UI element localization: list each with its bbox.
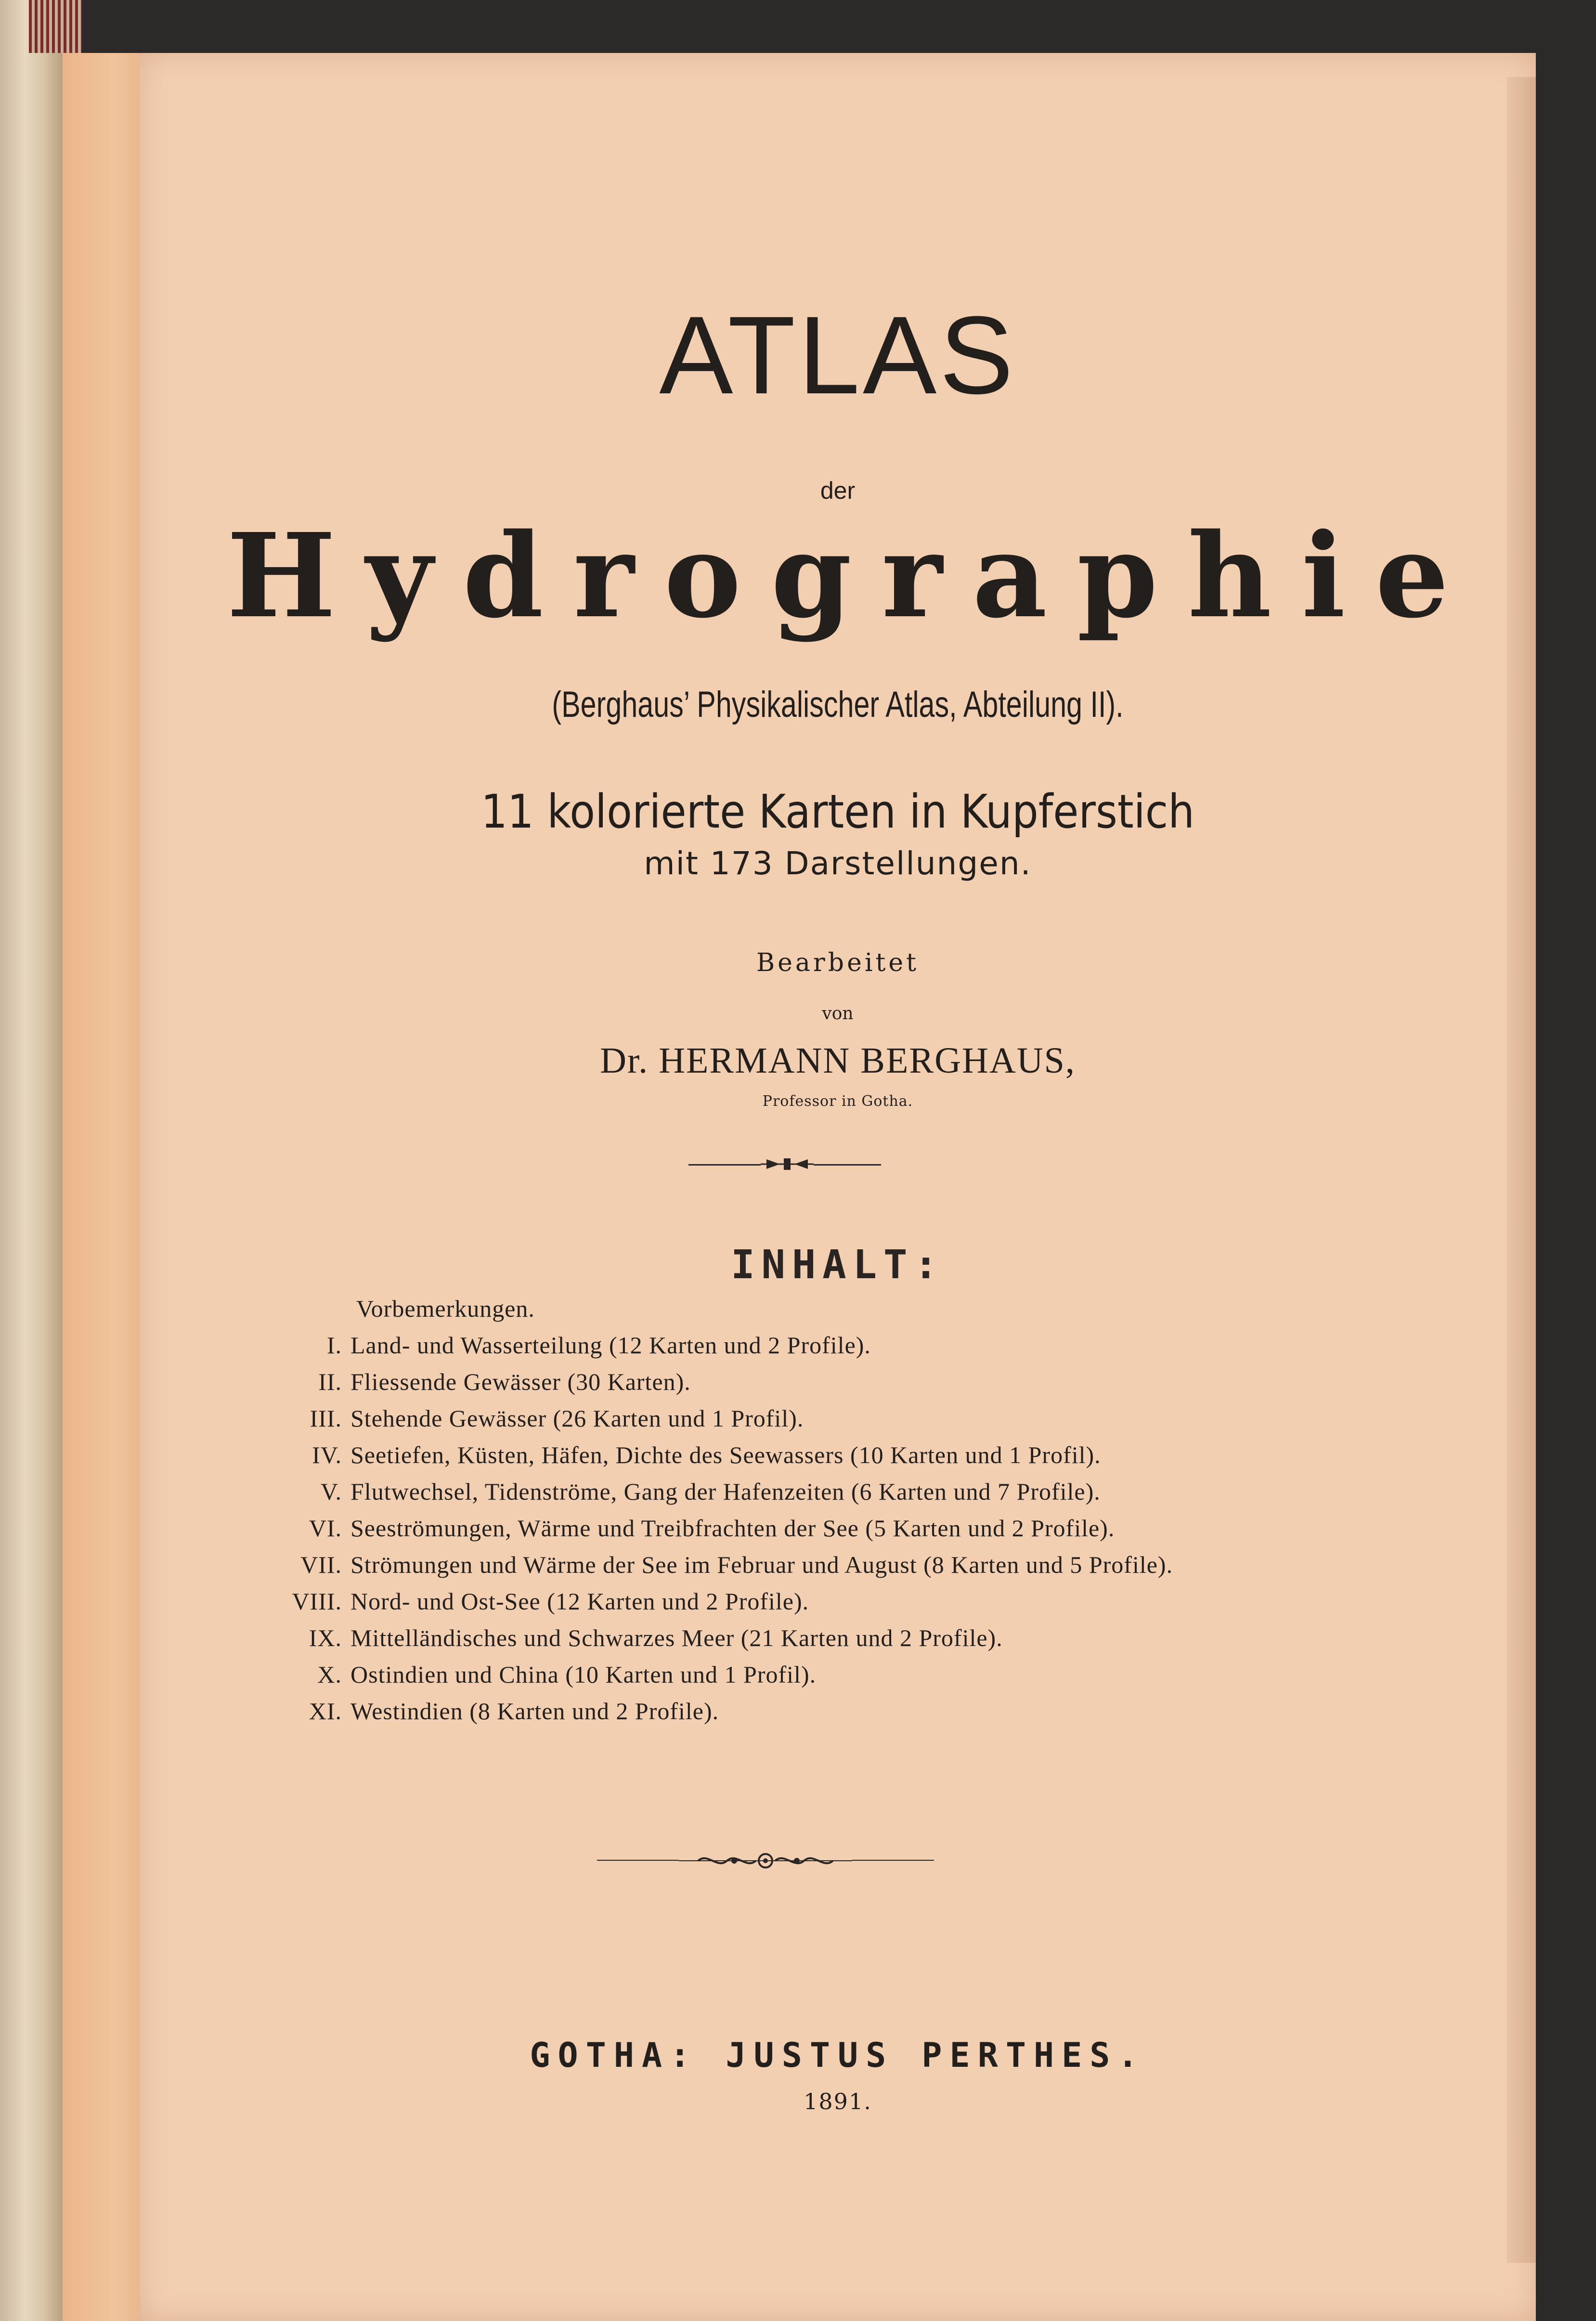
binding-thread xyxy=(29,0,82,53)
toc-item xyxy=(265,1437,1468,1473)
toc-item-number: VIII. xyxy=(292,1588,342,1615)
toc-item-text: Westindien (8 Karten und 2 Profile). xyxy=(350,1698,719,1725)
title-atlas: ATLAS xyxy=(659,293,1016,417)
toc-item-number: III. xyxy=(310,1405,342,1432)
edited-label: Bearbeitet xyxy=(756,948,920,977)
toc-item xyxy=(265,1620,1468,1656)
toc-item xyxy=(265,1400,1468,1437)
toc-item-number: VI. xyxy=(309,1515,342,1542)
publication-year: 1891. xyxy=(804,2088,872,2114)
toc-item-text: Stehende Gewässer (26 Karten und 1 Profil). xyxy=(350,1405,804,1432)
representations-line: mit 173 Darstellungen. xyxy=(644,845,1032,882)
toc-item-number: X. xyxy=(317,1661,342,1688)
toc-item xyxy=(265,1693,1468,1729)
toc-item-text: Fliessende Gewässer (30 Karten). xyxy=(350,1368,691,1395)
main-title-hydrographie: Hydrographie xyxy=(226,508,1479,644)
divider-ornament-top xyxy=(761,1154,814,1175)
toc-item-number: II. xyxy=(318,1368,342,1395)
toc-item-text: Mittelländisches und Schwarzes Meer (21 Karten und 2 Profile). xyxy=(350,1624,1003,1651)
title-page xyxy=(140,53,1536,2321)
maps-line: 11 kolorierte Karten in Kupferstich xyxy=(480,785,1195,839)
toc-item-text: Land- und Wasserteilung (12 Karten und 2 Profile). xyxy=(350,1332,871,1359)
toc-item-text: Ostindien und China (10 Karten und 1 Profil). xyxy=(350,1661,817,1688)
author-name: Dr. HERMANN BERGHAUS, xyxy=(600,1040,1076,1081)
toc-item-number: XI. xyxy=(309,1698,342,1725)
toc-item-number: VII. xyxy=(300,1551,342,1578)
publisher: GOTHA: JUSTUS PERTHES. xyxy=(530,2036,1146,2075)
toc-item-text: Flutwechsel, Tidenströme, Gang der Hafenzeiten (6 Karten und 7 Profile). xyxy=(350,1478,1101,1505)
toc-intro-text: Vorbemerkungen. xyxy=(356,1295,535,1322)
contents-heading: INHALT: xyxy=(731,1242,945,1288)
toc-item-text: Strömungen und Wärme der See im Februar und August (8 Karten und 5 Profile). xyxy=(350,1551,1173,1578)
author-title: Professor in Gotha. xyxy=(762,1093,913,1110)
toc-item xyxy=(265,1583,1468,1620)
toc-item-number: IX. xyxy=(309,1624,342,1651)
subtitle: (Berghaus’ Physikalischer Atlas, Abteilung II). xyxy=(552,684,1124,725)
toc-item xyxy=(265,1656,1468,1693)
toc-item xyxy=(265,1510,1468,1546)
book-binding-left xyxy=(0,0,63,2321)
toc-item-text: Seetiefen, Küsten, Häfen, Dichte des Seewassers (10 Karten und 1 Profil). xyxy=(350,1441,1101,1468)
toc-item-text: Seeströmungen, Wärme und Treibfrachten der See (5 Karten und 2 Profile). xyxy=(350,1515,1115,1542)
title-page-content xyxy=(140,53,1536,2321)
toc-item-number: V. xyxy=(320,1478,342,1505)
toc-item-number: IV. xyxy=(312,1441,342,1468)
toc-item xyxy=(265,1327,1468,1363)
by-label: von xyxy=(822,1004,854,1024)
toc-item xyxy=(265,1363,1468,1400)
table-of-contents xyxy=(265,1290,1468,1729)
page-edge xyxy=(1507,77,1536,2263)
toc-intro xyxy=(265,1290,1468,1327)
toc-item xyxy=(265,1546,1468,1583)
title-der: der xyxy=(820,477,856,504)
divider-ornament-bottom xyxy=(679,1845,852,1877)
toc-item-text: Nord- und Ost-See (12 Karten und 2 Profile). xyxy=(350,1588,809,1615)
toc-item-number: I. xyxy=(326,1332,342,1359)
toc-item xyxy=(265,1473,1468,1510)
